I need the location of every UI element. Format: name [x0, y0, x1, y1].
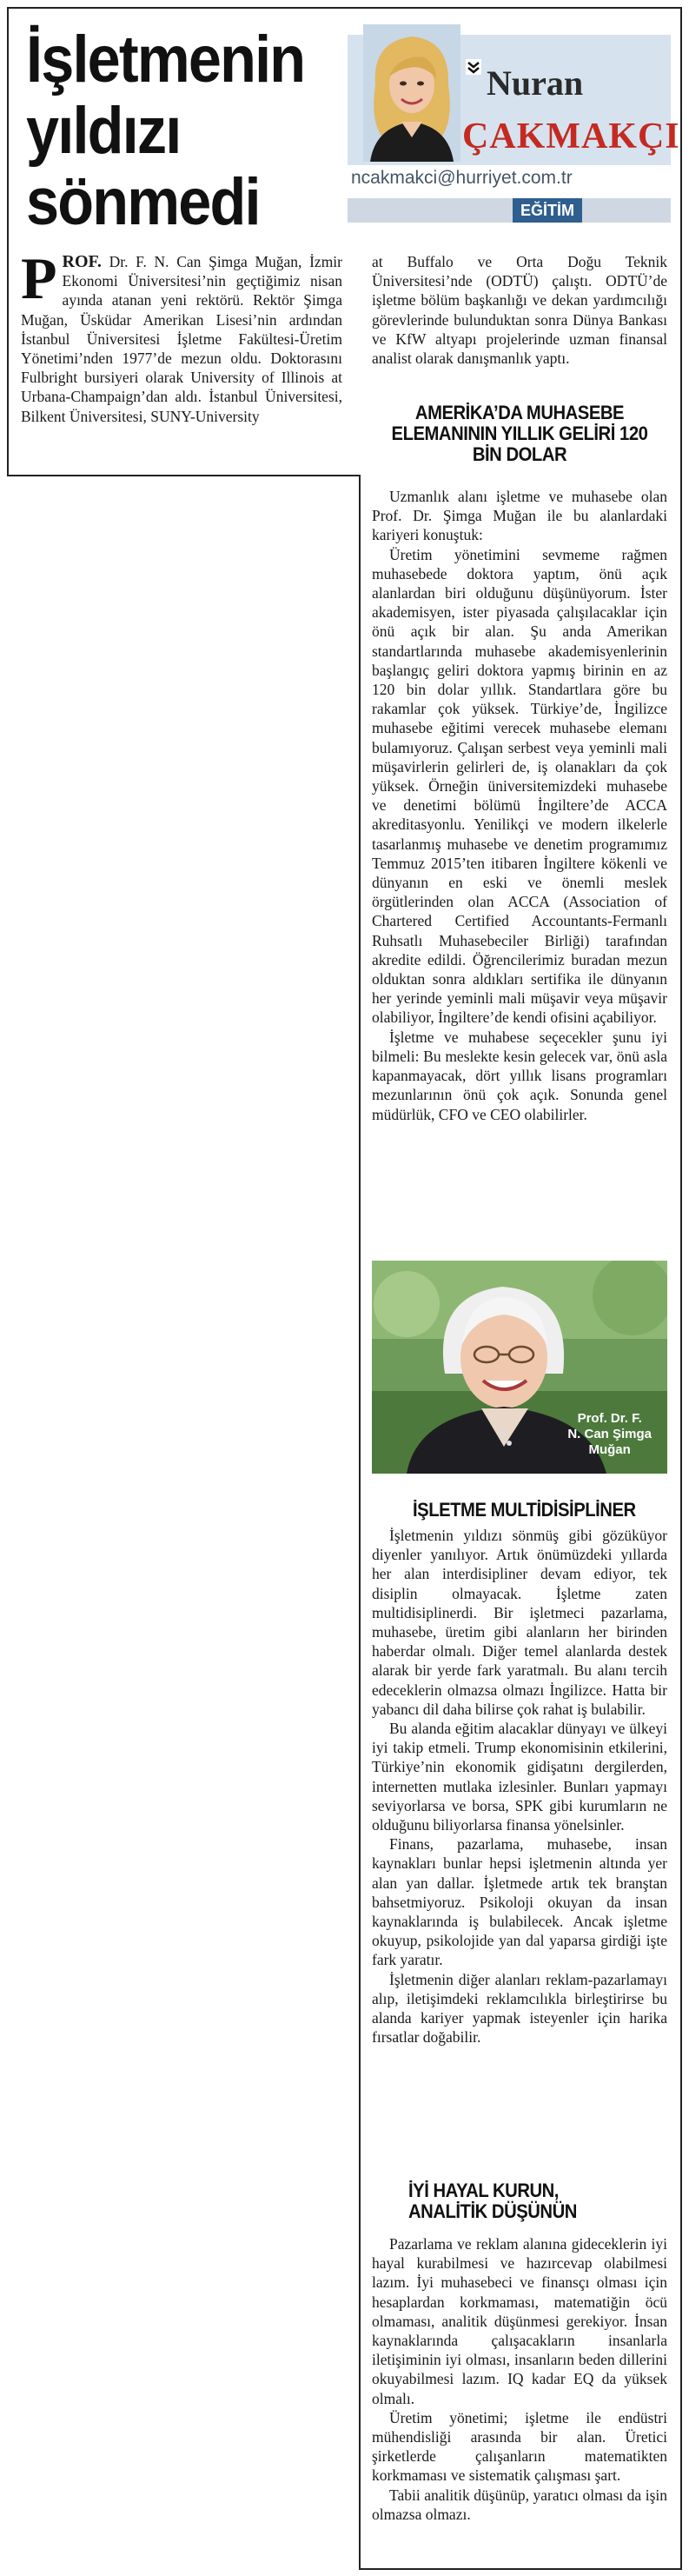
section1-heading-block — [372, 403, 667, 465]
section-bar — [348, 198, 671, 223]
intro-lead-word: ROF. — [62, 252, 102, 271]
author-photo — [363, 24, 460, 162]
section-label: EĞİTİM — [513, 198, 582, 223]
photo-caption-text: Prof. Dr. F. N. Can Şimga Muğan — [567, 1411, 652, 1457]
section2-paragraph: Finans, pazarlama, muhasebe, insan kaynakları bunlar hepsi işletmenin altında yer alan yan dallar. İşletmede artık tek branştan bahsetmiyoruz. Psikoloji okuyan da insan kaynaklarında iş bulabilecek. Ancak işletme okuyup, psikolojide yan dal yaparsa girdiği işte fark yaratır. — [372, 1835, 667, 1969]
section2-heading: İŞLETME MULTİDİSİPLİNER — [413, 1499, 636, 1521]
section3-heading: İYİ HAYAL KURUN, ANALİTİK DÜŞÜNÜN — [408, 2180, 577, 2222]
section1-heading: AMERİKA’DA MUHASEBE ELEMANININ YILLIK GELİRİ 120 BİN DOLAR — [391, 402, 648, 465]
section2-heading-block — [413, 1500, 665, 1521]
section2-paragraph: Bu alanda eğitim alacaklar dünyayı ve ülkeyi iyi takip etmeli. Trump ekonomisinin etkilerini, Türkiye’nin ekonomik gidişatını dergilerden, internetten mutlaka izlesinler. Bunları yapmayı seviyorlarsa ve borsa, SPK gibi kurumların ne olduğunu biliyorlarsa finansa yönelsinler. — [372, 1720, 667, 1834]
author-last-name: ÇAKMAKÇI — [462, 116, 680, 156]
intro-right-column — [372, 252, 667, 368]
drop-cap: P — [21, 245, 57, 311]
interview-photo — [372, 1261, 667, 1474]
intro-paragraph — [21, 245, 342, 426]
section3-paragraph: Üretim yönetimi; işletme ile endüstri mühendisliği arasında bir alan. Üretici şirketlerde çalışanların matematikten korkmaması ve sistematik çalışması şart. — [372, 2408, 667, 2485]
photo-caption — [567, 1411, 652, 1458]
section3-body — [372, 2234, 667, 2524]
section3-heading-block — [408, 2180, 660, 2222]
author-email: ncakmakci@hurriyet.com.tr — [351, 168, 573, 188]
section3-paragraph: Tabii analitik düşünüp, yaratıcı olması da işin olmazsa olmazı. — [372, 2486, 667, 2523]
frame-step-horizontal — [7, 475, 361, 476]
frame-border-right — [680, 7, 682, 2570]
section2-body — [372, 1526, 667, 2047]
section1-body — [372, 487, 667, 1124]
intro-left-column — [21, 245, 342, 426]
frame-step-vertical — [359, 475, 361, 2570]
section1-paragraph: Üretim yönetimini sevmeme rağmen muhasebede doktora yaptım, önü açık alanlardan biri olduğunu düşünüyorum. İster akademisyen, ister piyasada çalışılacaklar için önü açık bir alan. Şu anda Amerikan standartlarında muhasebe akademisyenlerinin başlangıç geliri doktora yapmış birinin en az 120 bin dolar yıllık. Standartlara göre bu rakamlar çok yüksek. Türkiye’de, İngilizce muhasebe eğitimi verecek muhasebe elemanı bulamıyoruz. Çalışan serbest veya yeminli mali müşavirlerin gelirleri de, iş olanakları da çok yüksek. Örneğin üniversitemizdeki muhasebe ve denetimi bölümü İngiltere’de ACCA akreditasyonlu. Yenilikçi ve modern ilkelerle tasarlanmış muhasebe ve denetim programımız Temmuz 2015’ten itibaren İngiltere kökenli ve dünyanın en eski ve önemli meslek örgütlerinden olan ACCA (Association of Chartered Certified Accountants-Fermanlı Ruhsatlı Muhasebeciler Birliği) tarafından akredite edildi. Öğrencilerimiz buradan mezun olduktan sonra aldıkları sertifika ile dünyanın her yerinde yeminli mali müşavir veya müşavir olabiliyor, İngiltere’de kendi ofisini açabiliyor. — [372, 545, 667, 1027]
frame-border-left — [7, 7, 9, 476]
frame-border-top — [7, 7, 682, 9]
intro-left-text: Dr. F. N. Can Şimga Muğan, İzmir Ekonomi Üniversitesi’nin geçtiğimiz nisan ayında atanan yeni rektörü. Rektör Şimga Muğan, Üsküdar Amerikan Lisesi’nin ardından İstanbul Üniversitesi İşletme Fakültesi-Üretim Yönetimi’nden 1977’de mezun oldu. Doktorasını Fulbright bursiyeri olarak University of Illinois at Urbana-Champaign’dan aldı. İstanbul Üniversitesi, Bilkent Üniversitesi, SUNY-University — [21, 253, 342, 425]
section1-paragraph: Uzmanlık alanı işletme ve muhasebe olan Prof. Dr. Şimga Muğan ile bu alanlardaki kariyeri konuştuk: — [372, 488, 667, 544]
section1-paragraph: İşletme ve muhabese seçecekler şunu iyi bilmeli: Bu meslekte kesin gelecek var, önü asla kapanmayacak, dört yıllık lisans programları mezunlarının önü çok açık. Sonunda genel müdürlük, CFO ve CEO olabilirler. — [372, 1028, 667, 1123]
chevron-down-icon — [466, 59, 481, 75]
frame-border-bottom — [359, 2568, 682, 2570]
intro-right-text: at Buffalo ve Orta Doğu Teknik Üniversitesi’nde (ODTÜ) çalıştı. ODTÜ’de işletme bölüm başkanlığı ve dekan yardımcılığı görevlerinde bulunduktan sonra Dünya Bankası ve KfW altyapı projelerinde uzman finansal analist olarak danışmanlık yaptı. — [372, 253, 667, 368]
section3-paragraph: Pazarlama ve reklam alanına gideceklerin iyi hayal kurabilmesi ve hazırcevap olabilmesi lazım. İyi muhasebeci ve finansçı olması için hesaplardan korkmaması, matematiğin öcü olmaması, analitik düşünmesi gerekiyor. İnsan kaynaklarında çalışacakların insanlarla iletişiminin iyi olması, insanların beden dillerini okuyabilmesi lazım. IQ kadar EQ da yüksek olmalı. — [372, 2235, 667, 2407]
section2-paragraph: İşletmenin yıldızı sönmüş gibi gözüküyor diyenler yanılıyor. Artık önümüzdeki yıllarda her alan interdisipliner devam ediyor, tek disiplin olmayacak. İşletme zaten multidisiplinerdi. Bir işletmeci pazarlama, muhasebe, üretim gibi alanların her birinden haberdar olmalı. Diğer temel alanlarda destek alarak bir yerde fark yaratmalı. Bu alanı tercih edeceklerin olmazsa olmazı İngilizce. Hatta bir yabancı dil daha bilirse çok rahat iş bulabilir. — [372, 1527, 667, 1718]
headline: İşletmenin yıldızı sönmedi — [26, 23, 305, 239]
author-first-name: Nuran — [487, 63, 584, 103]
author-box — [348, 24, 680, 233]
section2-paragraph: İşletmenin diğer alanları reklam-pazarlamayı alıp, iletişimdeki reklamcılıkla birleştirirse bu alanda kariyer yapmak isteyenler için harika fırsatlar doğabilir. — [372, 1970, 667, 2047]
